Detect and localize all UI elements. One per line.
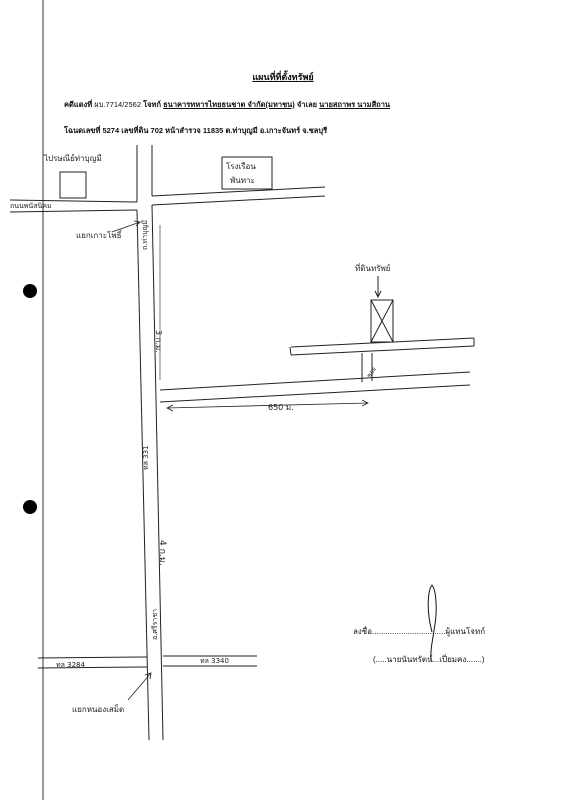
- top-road: [10, 187, 325, 212]
- label-factory-1: โรงเรือน: [226, 162, 256, 171]
- property-box: [371, 300, 393, 342]
- defendant-name: นายสถาพร นามสีถาน: [319, 100, 391, 109]
- sign-label: ลงชื่อ: [353, 627, 373, 636]
- label-post-office: ไปรษณีย์ท่าบุญมี: [44, 154, 102, 163]
- signature-line: [353, 625, 485, 638]
- label-650m: 650 ม.: [268, 403, 294, 412]
- label-junction-bottom: แยกหนองเสม็ด: [72, 705, 125, 714]
- label-factory-2: พันทาะ: [230, 176, 255, 185]
- label-road-vertical-top: ถ.ท่าบุญมี: [141, 219, 149, 250]
- signature-mark: [428, 585, 436, 660]
- label-4km: 4 ก.ม.: [157, 540, 167, 566]
- property-road: [290, 338, 474, 382]
- signer-role: ผู้แทนโจทก์: [445, 627, 486, 636]
- plaintiff-label: โจทก์: [143, 100, 162, 109]
- document-title: แผนที่ที่ตั้งทรัพย์: [252, 72, 314, 82]
- label-road-left: ถนนพนัสนิคม: [10, 202, 52, 210]
- sign-dots: .................................: [372, 627, 446, 636]
- case-line: [64, 99, 390, 111]
- case-label: คดีแดงที่: [64, 100, 93, 109]
- label-soi: ซอย: [365, 365, 378, 380]
- deed-line: โฉนดเลขที่ 5274 เลขที่ดิน 702 หน้าสำรวจ 11835 ต.ท่าบุญมี อ.เกาะจันทร์ จ.ชลบุรี: [64, 126, 328, 135]
- label-property: ที่ดินทรัพย์: [355, 264, 391, 273]
- label-3km: 3 ก.ม.: [154, 330, 163, 353]
- plaintiff-name: ธนาคารทหารไทยธนชาต จำกัด(มหาชน): [163, 100, 295, 109]
- label-hwy-3340: ทล 3340: [200, 657, 229, 665]
- middle-road: [160, 372, 470, 402]
- post-office-box: [60, 172, 86, 198]
- defendant-label: จำเลย: [296, 100, 318, 109]
- label-hwy-331: ทล 331: [142, 445, 150, 470]
- label-road-vertical-bottom: อ.ศรีราชา: [151, 608, 159, 640]
- case-number: ผบ.7714/2562: [94, 100, 141, 109]
- label-junction-top: แยกเกาะโพธิ์: [76, 231, 122, 240]
- binder-hole-2: [23, 500, 37, 514]
- binder-hole-1: [23, 284, 37, 298]
- label-hwy-3284: ทล 3284: [56, 661, 85, 669]
- signer-name: (.....นายนันทรัตน์...เปี่ยมคง.......): [373, 655, 485, 664]
